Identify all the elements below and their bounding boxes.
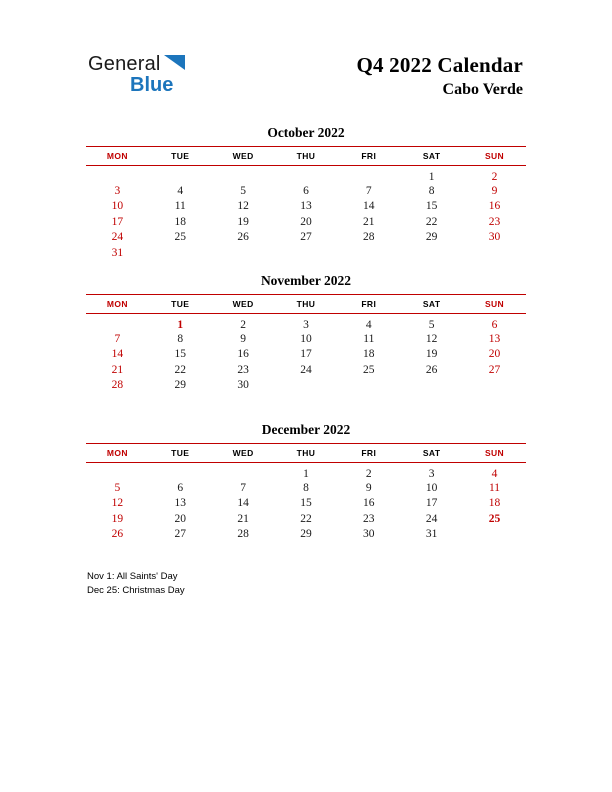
- weekday-header-fri: FRI: [337, 147, 400, 166]
- month-title-november: November 2022: [260, 273, 352, 288]
- day-cell: 7: [114, 332, 121, 345]
- day-cell: 1: [177, 319, 184, 331]
- day-cell: 8: [303, 481, 309, 494]
- calendar-grid-october: [86, 146, 526, 261]
- weekday-header-mon: MON: [86, 147, 149, 166]
- weekday-header-wed: WED: [212, 444, 275, 463]
- empty-cell: [212, 245, 275, 261]
- day-cell: 2: [240, 319, 246, 331]
- day-cell: 3: [114, 184, 121, 197]
- empty-cell: [400, 378, 463, 394]
- day-cell: 17: [300, 348, 312, 361]
- empty-cell: [337, 166, 400, 184]
- weekday-header-tue: TUE: [149, 295, 212, 314]
- day-cell: 5: [240, 184, 246, 197]
- day-cell: 26: [237, 231, 249, 244]
- day-cell: 28: [237, 528, 249, 541]
- day-cell: 14: [363, 200, 375, 213]
- weekday-header-tue: TUE: [149, 444, 212, 463]
- empty-cell: [212, 166, 275, 184]
- day-cell: 10: [425, 481, 438, 494]
- holiday-footnotes: [87, 570, 185, 598]
- day-cell: 8: [177, 332, 184, 345]
- day-cell: 29: [425, 231, 438, 244]
- day-cell: 13: [488, 332, 501, 345]
- weekday-header-sat: SAT: [400, 444, 463, 463]
- day-cell: 22: [300, 512, 312, 525]
- day-cell: 22: [425, 215, 438, 228]
- day-cell: 29: [300, 528, 312, 541]
- day-cell: 11: [488, 481, 501, 494]
- weekday-header-tue: TUE: [149, 147, 212, 166]
- day-cell: 24: [111, 231, 124, 244]
- day-cell: 28: [363, 231, 375, 244]
- day-cell: 6: [177, 481, 184, 494]
- week-row: [86, 378, 526, 394]
- empty-cell: [275, 378, 338, 394]
- weekday-header-mon: MON: [86, 444, 149, 463]
- week-row: [86, 331, 526, 347]
- empty-cell: [149, 166, 212, 184]
- weekday-header-fri: FRI: [337, 295, 400, 314]
- empty-cell: [149, 463, 212, 481]
- day-cell: 20: [488, 348, 501, 361]
- month-november: [86, 273, 526, 393]
- day-cell: 27: [488, 363, 501, 376]
- day-cell: 30: [363, 528, 375, 541]
- day-cell: 27: [174, 528, 187, 541]
- day-cell: 13: [174, 497, 187, 510]
- day-cell: 11: [174, 200, 186, 213]
- week-row: [86, 314, 526, 332]
- day-cell: 31: [111, 246, 124, 259]
- weekday-header-sun: SUN: [463, 147, 526, 166]
- day-cell: 21: [111, 363, 124, 376]
- month-december: [86, 422, 526, 542]
- day-cell: 9: [491, 184, 498, 197]
- day-cell: 19: [111, 512, 124, 525]
- day-cell: 7: [365, 184, 372, 197]
- week-row: [86, 347, 526, 363]
- week-row: [86, 183, 526, 199]
- day-cell: 23: [237, 363, 249, 376]
- day-cell: 11: [363, 332, 375, 345]
- empty-cell: [463, 527, 526, 543]
- day-cell: 2: [365, 468, 372, 480]
- month-october: [86, 125, 526, 261]
- day-cell: 4: [365, 319, 372, 331]
- day-cell: 1: [303, 468, 309, 480]
- day-cell: 25: [363, 363, 375, 376]
- day-cell: 28: [111, 379, 124, 392]
- week-row: [86, 214, 526, 230]
- day-cell: 31: [425, 528, 438, 541]
- day-cell: 7: [240, 481, 246, 494]
- day-cell: 29: [174, 379, 187, 392]
- empty-cell: [86, 166, 149, 184]
- day-cell: 15: [174, 348, 187, 361]
- empty-cell: [86, 463, 149, 481]
- header-titles: [356, 53, 523, 99]
- week-row: [86, 527, 526, 543]
- week-row: [86, 230, 526, 246]
- day-cell: 5: [428, 319, 435, 331]
- day-cell: 16: [237, 348, 249, 361]
- empty-cell: [463, 378, 526, 394]
- day-cell: 18: [174, 215, 187, 228]
- weekday-header-sat: SAT: [400, 147, 463, 166]
- weekday-header-mon: MON: [86, 295, 149, 314]
- day-cell: 12: [111, 497, 124, 510]
- weekday-header-thu: THU: [275, 295, 338, 314]
- week-row: [86, 362, 526, 378]
- day-cell: 3: [428, 468, 435, 480]
- day-cell: 19: [425, 348, 438, 361]
- day-cell: 18: [488, 497, 501, 510]
- day-cell: 20: [174, 512, 187, 525]
- general-blue-logo: [88, 54, 185, 95]
- footnote: Dec 25: Christmas Day: [87, 585, 185, 596]
- day-cell: 1: [428, 171, 435, 183]
- day-cell: 12: [425, 332, 438, 345]
- month-title-october: October 2022: [267, 125, 345, 140]
- month-title-december: December 2022: [261, 422, 351, 437]
- day-cell: 15: [300, 497, 312, 510]
- day-cell: 19: [237, 215, 249, 228]
- day-cell: 10: [300, 332, 312, 345]
- page-title: Q4 2022 Calendar: [356, 53, 523, 77]
- day-cell: 5: [114, 481, 121, 494]
- day-cell: 6: [303, 184, 309, 197]
- empty-cell: [337, 378, 400, 394]
- week-row: [86, 199, 526, 215]
- empty-cell: [212, 463, 275, 481]
- empty-cell: [86, 314, 149, 332]
- day-cell: 14: [111, 348, 124, 361]
- week-row: [86, 463, 526, 481]
- day-cell: 24: [300, 363, 312, 376]
- logo-text-general: General: [88, 53, 161, 75]
- empty-cell: [463, 245, 526, 261]
- day-cell: 23: [488, 215, 501, 228]
- empty-cell: [337, 245, 400, 261]
- day-cell: 26: [425, 363, 438, 376]
- day-cell: 23: [363, 512, 375, 525]
- day-cell: 2: [491, 171, 498, 183]
- day-cell: 9: [365, 481, 372, 494]
- day-cell: 24: [425, 512, 438, 525]
- day-cell: 14: [237, 497, 249, 510]
- day-cell: 16: [488, 200, 501, 213]
- empty-cell: [149, 245, 212, 261]
- day-cell: 9: [240, 332, 246, 345]
- day-cell: 6: [491, 319, 498, 331]
- day-cell: 25: [174, 231, 187, 244]
- day-cell: 18: [363, 348, 375, 361]
- weekday-header-thu: THU: [275, 444, 338, 463]
- day-cell: 21: [363, 215, 375, 228]
- empty-cell: [400, 245, 463, 261]
- weekday-header-wed: WED: [212, 147, 275, 166]
- day-cell: 21: [237, 512, 249, 525]
- day-cell: 26: [111, 528, 124, 541]
- weekday-header-sat: SAT: [400, 295, 463, 314]
- day-cell: 12: [237, 200, 249, 213]
- calendar-grid-november: [86, 294, 526, 393]
- weekday-header-wed: WED: [212, 295, 275, 314]
- day-cell: 17: [425, 497, 438, 510]
- weekday-header-thu: THU: [275, 147, 338, 166]
- day-cell: 3: [303, 319, 309, 331]
- day-cell: 4: [177, 184, 184, 197]
- day-cell: 13: [300, 200, 312, 213]
- day-cell: 22: [174, 363, 187, 376]
- footnote: Nov 1: All Saints' Day: [87, 571, 178, 582]
- day-cell: 4: [491, 468, 498, 480]
- logo-text-blue: Blue: [130, 74, 174, 96]
- day-cell: 30: [237, 379, 249, 392]
- weekday-header-fri: FRI: [337, 444, 400, 463]
- day-cell: 15: [425, 200, 438, 213]
- empty-cell: [275, 166, 338, 184]
- day-cell: 17: [111, 215, 124, 228]
- empty-cell: [275, 245, 338, 261]
- day-cell: 27: [300, 231, 312, 244]
- week-row: [86, 511, 526, 527]
- weekday-header-sun: SUN: [463, 295, 526, 314]
- day-cell: 30: [488, 231, 501, 244]
- day-cell: 8: [428, 184, 435, 197]
- logo-triangle-icon: [164, 55, 185, 74]
- week-row: [86, 166, 526, 184]
- day-cell: 20: [300, 215, 312, 228]
- week-row: [86, 245, 526, 261]
- calendar-grid-december: [86, 443, 526, 542]
- day-cell: 25: [488, 512, 501, 525]
- page-subtitle: Cabo Verde: [442, 81, 523, 98]
- logo-row: [88, 54, 185, 74]
- weekday-header-sun: SUN: [463, 444, 526, 463]
- day-cell: 16: [363, 497, 375, 510]
- week-row: [86, 496, 526, 512]
- week-row: [86, 480, 526, 496]
- day-cell: 10: [111, 200, 124, 213]
